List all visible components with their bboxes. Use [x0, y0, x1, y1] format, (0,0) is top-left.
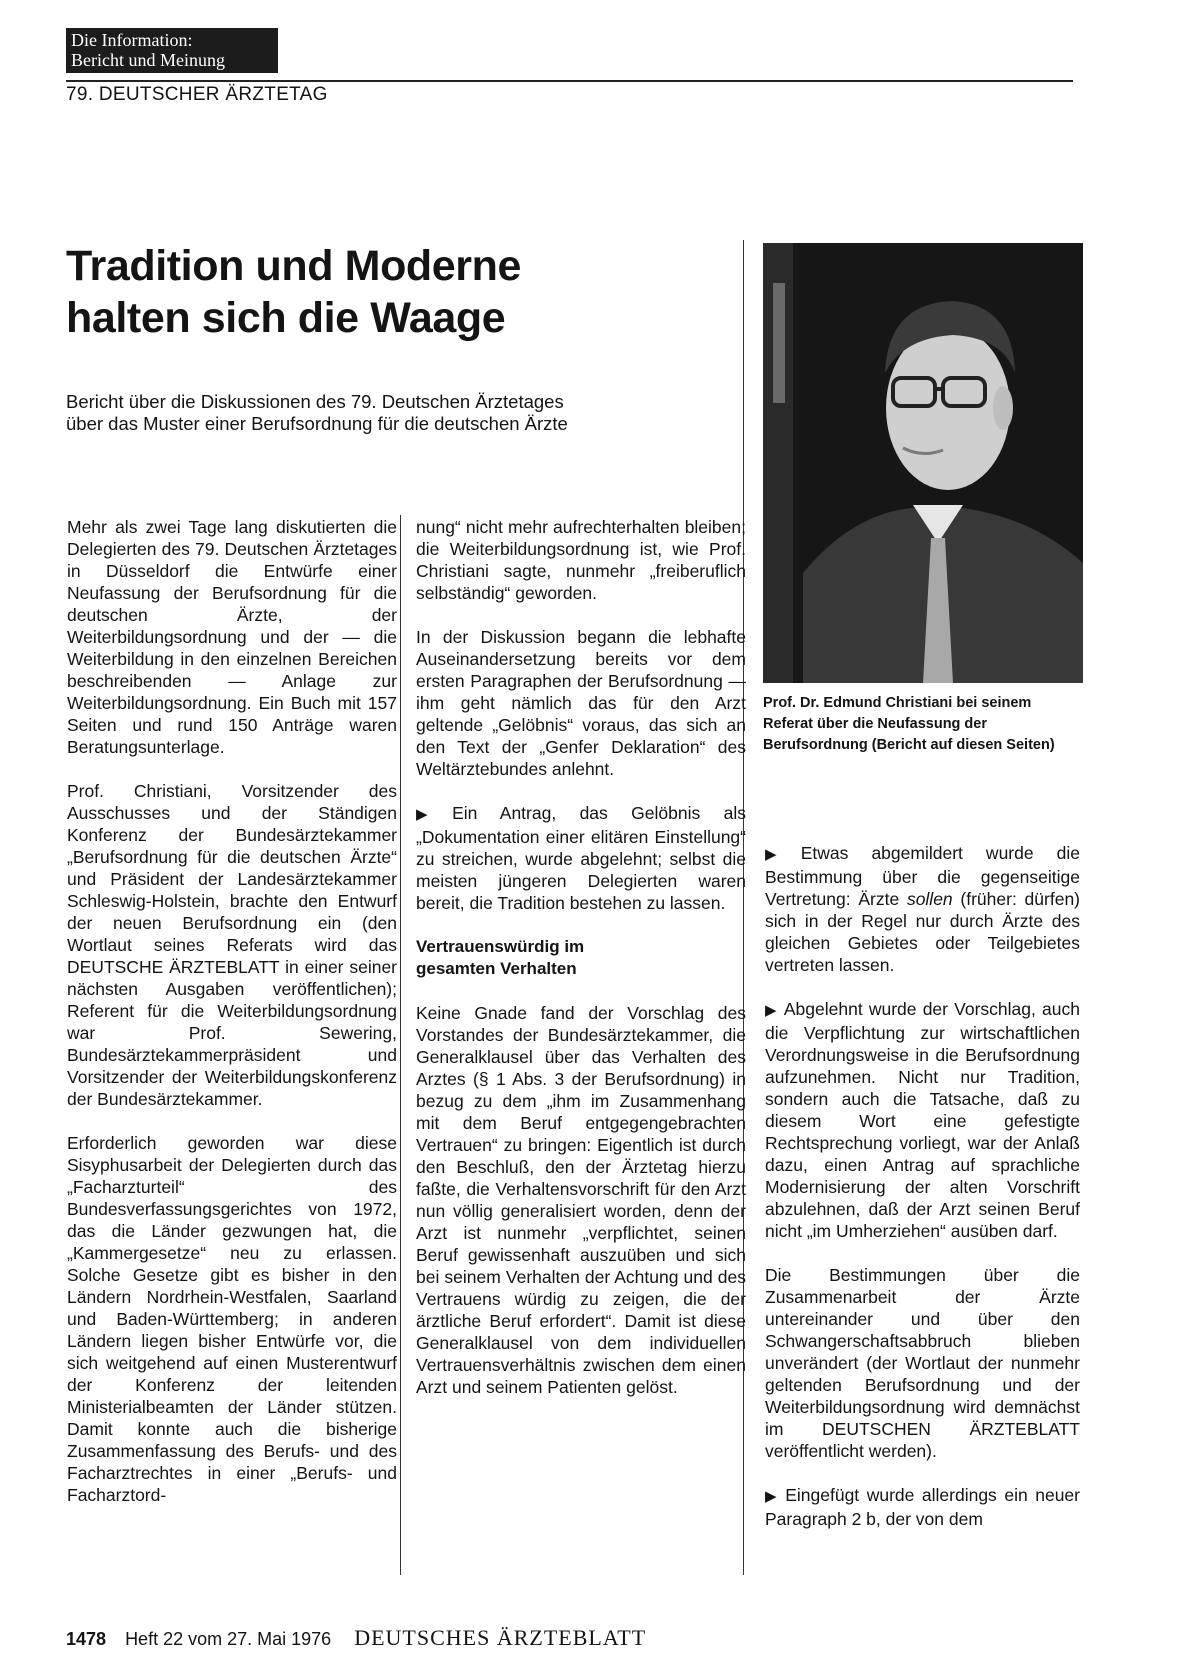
paragraph-text: Eingefügt wurde allerdings ein neuer Paragraph 2 b, der von dem — [765, 1485, 1080, 1529]
header-rule — [66, 80, 1073, 82]
bullet-paragraph — [416, 802, 746, 914]
paragraph-text: Abgelehnt wurde der Vorschlag, auch die Verpflichtung zur wirtschaftlichen Verordnungsweise in die Berufsordnung aufzunehmen. Nicht nur Tradition, sondern auch die Tatsache, daß zu diesem Wort eine gefestigte Rechtsprechung vorliegt, war der Anlaß dazu, einen Antrag auf sprachliche Modernisierung der alten Vorschrift abzulehnen, daß der Arzt seinen Beruf nicht „im Umherziehen“ ausüben darf. — [765, 999, 1080, 1241]
paragraph: In der Diskussion begann die lebhafte Auseinandersetzung bereits vor dem ersten Paragraphen der Berufsordnung — ihm geht nämlich das für den Arzt geltende „Gelöbnis“ voraus, das sich an den Text der „Genfer Deklaration“ des Weltärztebundes anlehnt. — [416, 627, 746, 779]
subtitle-line2: über das Muster einer Berufsordnung für die deutschen Ärzte — [66, 413, 568, 434]
issue-info: Heft 22 vom 27. Mai 1976 — [125, 1629, 332, 1649]
paragraph-text: Etwas abgemildert wurde die Bestimmung über die gegenseitige Vertretung: Ärzte — [765, 843, 1080, 909]
paragraph: Keine Gnade fand der Vorschlag des Vorstandes der Bundesärztekammer, die Generalklausel über das Verhalten des Arztes (§ 1 Abs. 3 der Berufsordnung) in bezug zu dem „ihm im Zusammenhang mit dem Beruf entgegengebrachten Vertrauen“ zu bringen: Eigentlich ist durch den Beschluß, den der Ärztetag hierzu faßte, die Verhaltensvorschrift für den Arzt nun völlig generalisiert worden, denn der Arzt ist nunmehr „verpflichtet, seinen Beruf gewissenhaft auszuüben und sich bei seinem Verhalten der Achtung und des Vertrauens würdig zu zeigen, die der ärztliche Beruf erfordert“. Damit ist diese Generalklausel von dem individuellen Vertrauensverhältnis zwischen dem einen Arzt und seinem Patienten gelöst. — [416, 1003, 746, 1397]
arrow-bullet-icon: ▶ — [416, 806, 447, 823]
journal-name: DEUTSCHES ÄRZTEBLATT — [354, 1625, 647, 1650]
subtitle — [66, 391, 706, 435]
arrow-bullet-icon: ▶ — [765, 846, 795, 863]
arrow-bullet-icon: ▶ — [765, 1488, 780, 1505]
bullet-paragraph — [765, 1484, 1080, 1530]
paragraph: Mehr als zwei Tage lang diskutierten die Delegierten des 79. Deutschen Ärztetages in Düsseldorf die Entwürfe einer Neufassung der Berufsordnung für die deutschen Ärzte, der Weiterbildungsordnung und der — die Weiterbildung in den einzelnen Bereichen beschreibenden — Anlage zur Weiterbildungsordnung. Ein Buch mit 157 Seiten und rund 150 Anträge waren Beratungsunterlage. — [67, 517, 397, 757]
speaker-photo — [763, 243, 1083, 683]
subtitle-line1: Bericht über die Diskussionen des 79. Deutschen Ärztetages — [66, 391, 564, 412]
speaker-portrait-illustration — [763, 243, 1083, 683]
page-footer — [66, 1625, 646, 1651]
section-label-line1: Die Information: — [71, 30, 193, 50]
article-column-3 — [765, 842, 1080, 1552]
paragraph-text: Ein Antrag, das Gelöbnis als „Dokumentation einer elitären Einstellung“ zu streichen, wurde abgelehnt; selbst die meisten jüngeren Delegierten waren bereit, die Tradition bestehen zu lassen. — [416, 803, 746, 913]
subheading-line1: Vertrauenswürdig im — [416, 937, 585, 956]
subheading-line2: gesamten Verhalten — [416, 959, 577, 978]
emphasis: sollen — [906, 889, 953, 909]
headline-line2: halten sich die Waage — [66, 294, 506, 342]
article-column-1 — [67, 516, 397, 1528]
paragraph-text: (früher: dürfen) sich in der Regel nur durch Ärzte des gleichen Gebietes oder Teilgebietes vertreten lassen. — [765, 889, 1080, 975]
headline — [66, 240, 706, 344]
paragraph: Prof. Christiani, Vorsitzender des Ausschusses und der Ständigen Konferenz der Bundesärztekammer „Berufsordnung für die deutschen Ärzte“ und Präsident der Landesärztekammer Schleswig-Holstein, brachte den Entwurf der neuen Berufsordnung ein (den Wortlaut seines Referats wird das DEUTSCHE ÄRZTEBLATT in einer seiner nächsten Ausgaben veröffentlichen); Referent für die Weiterbildungsordnung war Prof. Sewering, Bundesärztekammerpräsident und Vorsitzender der Weiterbildungskonferenz der Bundesärztekammer. — [67, 781, 397, 1109]
paragraph: Erforderlich geworden war diese Sisyphusarbeit der Delegierten durch das „Facharzturteil“ des Bundesverfassungsgerichtes von 1972, das die Länder gezwungen hat, die „Kammergesetze“ neu zu erlassen. Solche Gesetze gibt es bisher in den Ländern Nordrhein-Westfalen, Saarland und Baden-Württemberg; in anderen Ländern liegen bisher Entwürfe vor, die sich weitgehend auf einen Musterentwurf der Konferenz der leitenden Ministerialbeamten der Länder stützen. Damit konnte auch die bisherige Zusammenfassung des Berufs- und des Facharztrechtes in einer „Berufs- und Facharztord- — [67, 1133, 397, 1505]
section-label-line2: Bericht und Meinung — [71, 50, 225, 70]
section-badge — [66, 28, 278, 73]
bullet-paragraph — [765, 998, 1080, 1242]
arrow-bullet-icon: ▶ — [765, 1002, 778, 1019]
photo-caption: Prof. Dr. Edmund Christiani bei seinem Referat über die Neufassung der Berufsordnung (Bericht auf diesen Seiten) — [763, 695, 1055, 753]
article-column-2 — [416, 516, 746, 1420]
page-number: 1478 — [66, 1629, 107, 1649]
paragraph: nung“ nicht mehr aufrechterhalten bleiben; die Weiterbildungsordnung ist, wie Prof. Christiani sagte, nunmehr „freiberuflich selbständig“ geworden. — [416, 517, 746, 603]
kicker: 79. DEUTSCHER ÄRZTETAG — [66, 84, 328, 105]
column-rule — [400, 515, 401, 1575]
subheading — [416, 936, 746, 980]
bullet-paragraph — [765, 842, 1080, 976]
paragraph: Die Bestimmungen über die Zusammenarbeit der Ärzte untereinander und über den Schwangerschaftsabbruch blieben unverändert (der Wortlaut der nunmehr geltenden Berufsordnung und der Weiterbildungsordnung wird demnächst im DEUTSCHEN ÄRZTEBLATT veröffentlicht werden). — [765, 1265, 1080, 1461]
headline-line1: Tradition und Moderne — [66, 242, 522, 290]
